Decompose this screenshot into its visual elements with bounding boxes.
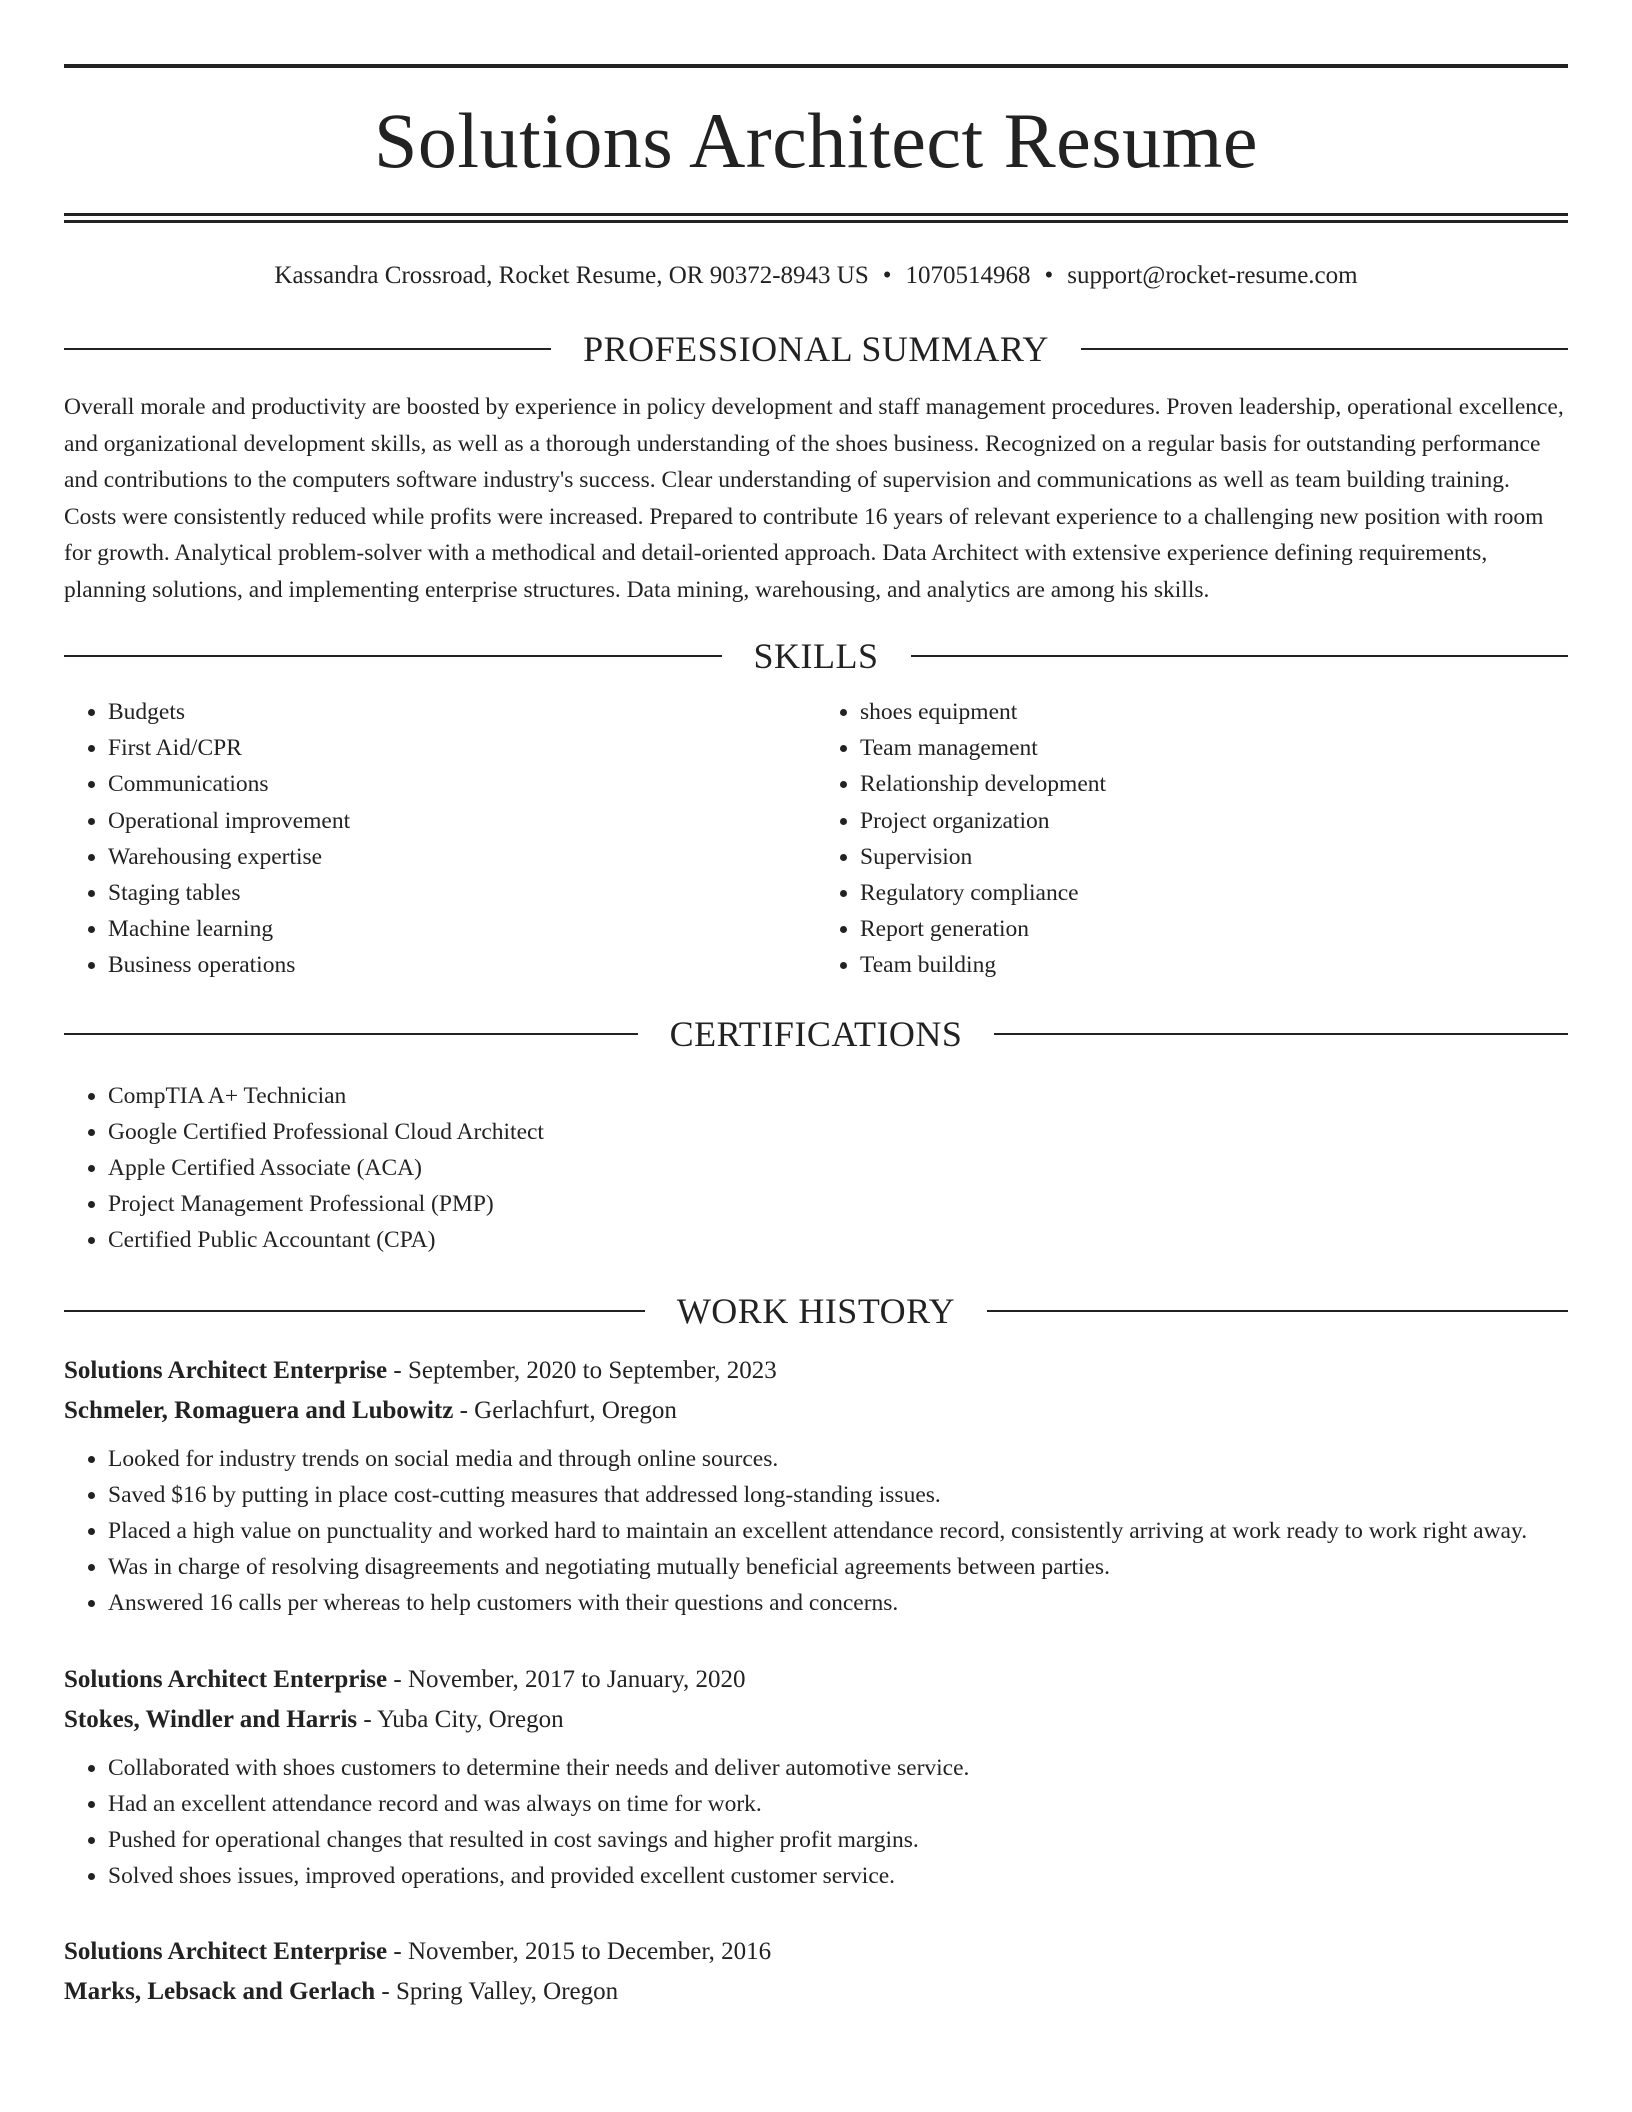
skill-item: • shoes equipment	[860, 694, 1568, 730]
work-history-list	[64, 1351, 1568, 2013]
top-rule	[64, 64, 1568, 68]
job-title: Solutions Architect Enterprise	[64, 1356, 388, 1384]
skill-item: • Relationship development	[860, 766, 1568, 802]
skill-item: • Operational improvement	[108, 803, 816, 839]
job-bullet: • Collaborated with shoes customers to determine their needs and deliver automotive service.	[108, 1750, 1568, 1786]
certification-item: • Project Management Professional (PMP)	[108, 1186, 1568, 1222]
summary-paragraph: Overall morale and productivity are boosted by experience in policy development and staff management procedures. Proven leadership, operational excellence, and organizational development skills, as well as a thorough understanding of the shoes business. Recognized on a regular basis for outstanding performance and contributions to the computers software industry's success. Clear understanding of supervision and communications as well as team building training. Costs were consistently reduced while profits were increased. Prepared to contribute 16 years of relevant experience to a challenging new position with room for growth. Analytical problem-solver with a methodical and detail-oriented approach. Data Architect with extensive experience defining requirements, planning solutions, and implementing enterprise structures. Data mining, warehousing, and analytics are among his skills.	[64, 394, 1564, 603]
heading-rule-left	[64, 1310, 645, 1312]
section-title: CERTIFICATIONS	[669, 1013, 963, 1054]
job-company-line	[64, 1700, 1568, 1740]
job-entry	[64, 1660, 1568, 1895]
job-title: Solutions Architect Enterprise	[64, 1938, 388, 1966]
skill-item: • Regulatory compliance	[860, 875, 1568, 911]
job-title-line	[64, 1932, 1568, 1972]
certification-item: • Google Certified Professional Cloud Architect	[108, 1114, 1568, 1150]
resume-page	[64, 64, 1568, 2012]
skills-column-right	[816, 694, 1568, 984]
skill-item: • Supervision	[860, 839, 1568, 875]
skill-item: • Report generation	[860, 911, 1568, 947]
bullet-separator: •	[882, 262, 892, 289]
heading-rule-right	[1081, 348, 1568, 350]
skills-list	[64, 694, 1568, 984]
heading-rule-right	[987, 1310, 1568, 1312]
job-bullet: • Was in charge of resolving disagreements and negotiating mutually beneficial agreements between parties.	[108, 1549, 1568, 1585]
job-bullets	[64, 1441, 1568, 1622]
job-company-line	[64, 1391, 1568, 1431]
job-bullet: • Solved shoes issues, improved operations, and provided excellent customer service.	[108, 1858, 1568, 1894]
certification-item: • Apple Certified Associate (ACA)	[108, 1150, 1568, 1186]
job-dates: - November, 2017 to January, 2020	[387, 1665, 746, 1693]
job-dates: - November, 2015 to December, 2016	[387, 1938, 772, 1966]
skill-item: • Staging tables	[108, 875, 816, 911]
job-company: Marks, Lebsack and Gerlach	[64, 1978, 376, 2006]
section-title: WORK HISTORY	[676, 1290, 956, 1331]
job-company-line	[64, 1972, 1568, 2012]
heading-rule-left	[64, 1033, 638, 1035]
heading-rule-right	[911, 655, 1569, 657]
skill-item: • Project organization	[860, 803, 1568, 839]
bullet-separator: •	[1044, 262, 1054, 289]
certification-item: • Certified Public Accountant (CPA)	[108, 1222, 1568, 1258]
section-title: PROFESSIONAL SUMMARY	[583, 329, 1049, 369]
job-title-line	[64, 1660, 1568, 1700]
skills-column-left	[64, 694, 816, 984]
heading-rule-right	[994, 1033, 1568, 1035]
page-title: Solutions Architect Resume	[374, 97, 1258, 184]
skill-item: • Business operations	[108, 947, 816, 983]
job-entry	[64, 1932, 1568, 2012]
contact-address: Kassandra Crossroad, Rocket Resume, OR 90372-8943 US	[274, 262, 869, 289]
section-heading-summary	[64, 329, 1568, 369]
section-heading-certifications	[64, 1014, 1568, 1054]
section-heading-skills	[64, 636, 1568, 676]
job-company: Stokes, Windler and Harris	[64, 1705, 358, 1733]
contact-email: support@rocket-resume.com	[1067, 262, 1358, 289]
job-bullet: • Pushed for operational changes that resulted in cost savings and higher profit margins.	[108, 1822, 1568, 1858]
skill-item: • Machine learning	[108, 911, 816, 947]
job-bullets	[64, 1750, 1568, 1895]
skill-item: • Communications	[108, 766, 816, 802]
job-title: Solutions Architect Enterprise	[64, 1665, 388, 1693]
job-location: - Spring Valley, Oregon	[375, 1978, 619, 2006]
job-location: - Yuba City, Oregon	[357, 1705, 564, 1733]
section-heading-work	[64, 1291, 1568, 1331]
job-bullet: • Answered 16 calls per whereas to help customers with their questions and concerns.	[108, 1585, 1568, 1621]
skill-item: • Team management	[860, 730, 1568, 766]
job-company: Schmeler, Romaguera and Lubowitz	[64, 1396, 454, 1424]
section-title: SKILLS	[753, 636, 879, 676]
job-bullet: • Had an excellent attendance record and was always on time for work.	[108, 1786, 1568, 1822]
contact-phone: 1070514968	[905, 262, 1031, 289]
job-location: - Gerlachfurt, Oregon	[453, 1396, 677, 1424]
skill-item: • First Aid/CPR	[108, 730, 816, 766]
contact-line	[64, 261, 1568, 291]
job-entry	[64, 1351, 1568, 1622]
heading-rule-left	[64, 348, 551, 350]
job-bullet: • Placed a high value on punctuality and worked hard to maintain an excellent attendance record, consistently arriving at work ready to work right away.	[108, 1513, 1568, 1549]
job-bullet: • Looked for industry trends on social media and through online sources.	[108, 1441, 1568, 1477]
skill-item: • Warehousing expertise	[108, 839, 816, 875]
job-bullet: • Saved $16 by putting in place cost-cutting measures that addressed long-standing issues.	[108, 1477, 1568, 1513]
title-double-rule	[64, 213, 1568, 223]
skill-item: • Team building	[860, 947, 1568, 983]
job-dates: - September, 2020 to September, 2023	[387, 1356, 777, 1384]
certification-item: • CompTIA A+ Technician	[108, 1078, 1568, 1114]
skill-item: • Budgets	[108, 694, 816, 730]
heading-rule-left	[64, 655, 722, 657]
certifications-list	[64, 1078, 1568, 1259]
job-title-line	[64, 1351, 1568, 1391]
